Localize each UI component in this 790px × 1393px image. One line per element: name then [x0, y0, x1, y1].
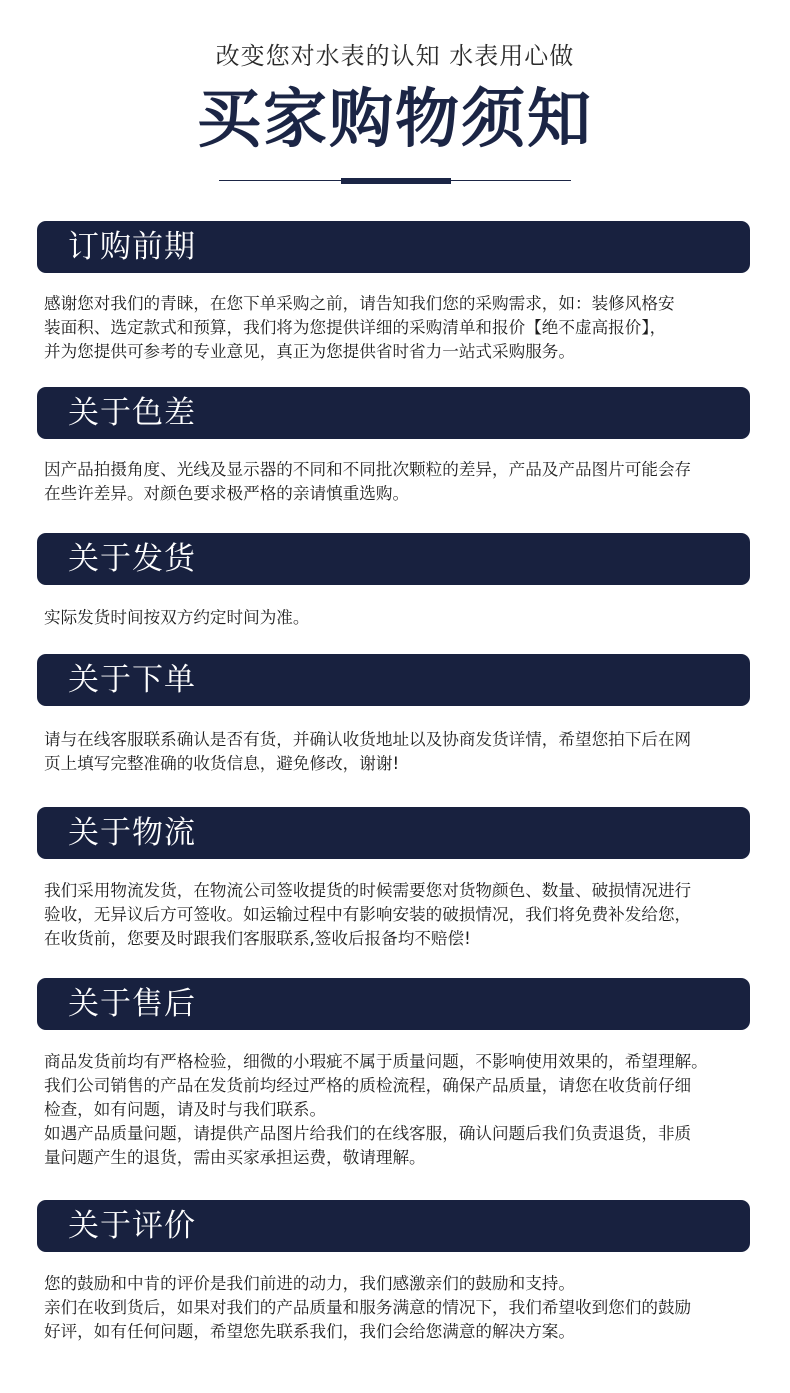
section-body-after-sales [44, 1050, 764, 1170]
section-title: 订购前期 [68, 229, 196, 265]
body-line: 量问题产生的退货，需由买家承担运费，敬请理解。 [44, 1148, 426, 1167]
section-title: 关于物流 [68, 815, 196, 851]
body-line: 如遇产品质量问题，请提供产品图片给我们的在线客服，确认问题后我们负责退货，非质 [44, 1124, 692, 1143]
body-line: 商品发货前均有严格检验，细微的小瑕疵不属于质量问题，不影响使用效果的，希望理解。 [44, 1052, 708, 1071]
body-line: 装面积、选定款式和预算，我们将为您提供详细的采购清单和报价【绝不虚高报价】， [44, 318, 667, 337]
section-body-color [44, 458, 764, 506]
body-line: 检查，如有问题，请及时与我们联系。 [44, 1100, 327, 1119]
body-line: 感谢您对我们的青睐，在您下单采购之前，请告知我们您的采购需求，如：装修风格安 [44, 294, 675, 313]
body-line: 页上填写完整准确的收货信息，避免修改，谢谢! [44, 754, 400, 773]
section-title: 关于发货 [68, 541, 196, 577]
body-line: 我们公司销售的产品在发货前均经过严格的质检流程，确保产品质量，请您在收货前仔细 [44, 1076, 692, 1095]
section-header-shipping [37, 533, 750, 585]
body-line: 验收，无异议后方可签收。如运输过程中有影响安装的破损情况，我们将免费补发给您， [44, 905, 692, 924]
body-line: 因产品拍摄角度、光线及显示器的不同和不同批次颗粒的差异，产品及产品图片可能会存 [44, 460, 692, 479]
section-title: 关于下单 [68, 662, 196, 698]
section-body-ordering [44, 292, 764, 364]
body-line: 我们采用物流发货，在物流公司签收提货的时候需要您对货物颜色、数量、破损情况进行 [44, 881, 692, 900]
title-divider-accent [341, 178, 451, 184]
section-body-shipping [44, 606, 764, 630]
section-title: 关于售后 [68, 986, 196, 1022]
body-line: 在些许差异。对颜色要求极严格的亲请慎重选购。 [44, 484, 410, 503]
section-title: 关于评价 [68, 1208, 196, 1244]
page-title: 买家购物须知 [197, 82, 593, 157]
body-line: 实际发货时间按双方约定时间为准。 [44, 608, 310, 627]
section-header-reviews [37, 1200, 750, 1252]
section-body-reviews [44, 1272, 764, 1344]
section-body-ordering-process [44, 728, 764, 776]
body-line: 并为您提供可参考的专业意见，真正为您提供省时省力一站式采购服务。 [44, 342, 575, 361]
section-header-ordering-process [37, 654, 750, 706]
body-line: 亲们在收到货后，如果对我们的产品质量和服务满意的情况下，我们希望收到您们的鼓励 [44, 1298, 692, 1317]
section-header-after-sales [37, 978, 750, 1030]
section-header-color [37, 387, 750, 439]
section-title: 关于色差 [68, 395, 196, 431]
body-line: 在收货前，您要及时跟我们客服联系,签收后报备均不赔偿! [44, 929, 471, 948]
body-line: 您的鼓励和中肯的评价是我们前进的动力，我们感激亲们的鼓励和支持。 [44, 1274, 575, 1293]
section-header-ordering [37, 221, 750, 273]
page-subtitle: 改变您对水表的认知 水表用心做 [215, 42, 575, 70]
body-line: 好评，如有任何问题，希望您先联系我们，我们会给您满意的解决方案。 [44, 1322, 575, 1341]
section-body-logistics [44, 879, 764, 951]
section-header-logistics [37, 807, 750, 859]
body-line: 请与在线客服联系确认是否有货，并确认收货地址以及协商发货详情，希望您拍下后在网 [44, 730, 692, 749]
